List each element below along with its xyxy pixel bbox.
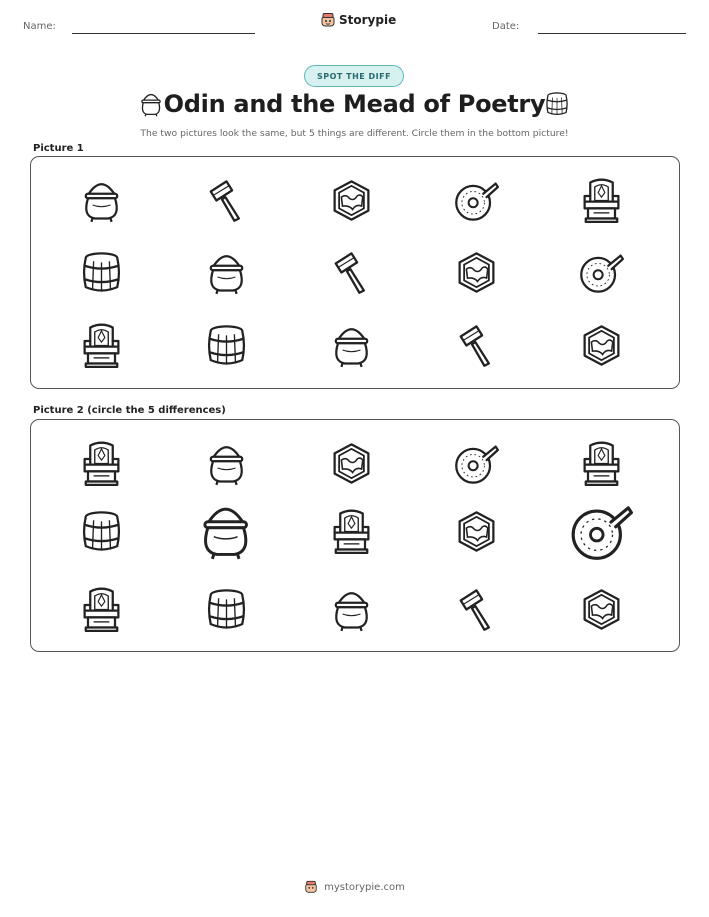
picture-2-throne-icon[interactable]: [76, 584, 126, 634]
picture-1-throne-icon: [576, 175, 626, 225]
picture-2-cauldron-icon[interactable]: [201, 438, 251, 488]
picture-1-label: Picture 1: [33, 143, 84, 154]
picture-1-hammer-icon: [326, 247, 376, 297]
picture-1-mead-banner-icon: [576, 320, 626, 370]
name-label: Name:: [23, 21, 56, 32]
picture-1-mead-banner-icon: [451, 247, 501, 297]
footer-url[interactable]: mystorypie.com: [324, 881, 405, 893]
date-line[interactable]: [538, 33, 686, 34]
picture-2-panel[interactable]: [30, 419, 680, 652]
picture-1-barrel-icon: [201, 320, 251, 370]
picture-2-throne-icon[interactable]: [326, 506, 376, 556]
picture-1-cauldron-icon: [201, 247, 251, 297]
title-barrel-icon: [544, 91, 570, 121]
picture-1-throne-icon: [76, 320, 126, 370]
picture-2-mead-banner-icon[interactable]: [326, 438, 376, 488]
footer: [0, 880, 709, 894]
storypie-mascot-icon: [304, 880, 318, 894]
spot-the-diff-badge: SPOT THE DIFF: [304, 65, 404, 87]
date-label: Date:: [492, 21, 520, 32]
instructions: The two pictures look the same, but 5 things are different. Circle them in the bottom picture!: [140, 128, 569, 139]
picture-2-throne-icon[interactable]: [576, 438, 626, 488]
picture-2-cauldron-icon[interactable]: [326, 584, 376, 634]
picture-2-cauldron-icon[interactable]: [193, 498, 259, 564]
picture-2-barrel-icon[interactable]: [201, 584, 251, 634]
brand-logo: [320, 12, 396, 28]
picture-1-millstone-icon: [451, 175, 501, 225]
picture-1-barrel-icon: [76, 247, 126, 297]
storypie-mascot-icon: [320, 12, 336, 28]
picture-1-mead-banner-icon: [326, 175, 376, 225]
picture-1-panel: [30, 156, 680, 389]
picture-1-hammer-icon: [451, 320, 501, 370]
page-title: Odin and the Mead of Poetry: [163, 90, 546, 118]
picture-2-mead-banner-icon[interactable]: [576, 584, 626, 634]
picture-2-label: Picture 2 (circle the 5 differences): [33, 405, 226, 416]
picture-1-cauldron-icon: [326, 320, 376, 370]
picture-1-millstone-icon: [576, 247, 626, 297]
picture-2-mead-banner-icon[interactable]: [451, 506, 501, 556]
picture-2-barrel-icon[interactable]: [76, 506, 126, 556]
picture-1-cauldron-icon: [76, 175, 126, 225]
name-line[interactable]: [72, 33, 255, 34]
picture-2-throne-icon[interactable]: [76, 438, 126, 488]
picture-2-millstone-icon[interactable]: [451, 438, 501, 488]
picture-2-millstone-icon[interactable]: [566, 496, 636, 566]
picture-1-hammer-icon: [201, 175, 251, 225]
brand-name: Storypie: [339, 13, 397, 27]
picture-2-hammer-icon[interactable]: [451, 584, 501, 634]
